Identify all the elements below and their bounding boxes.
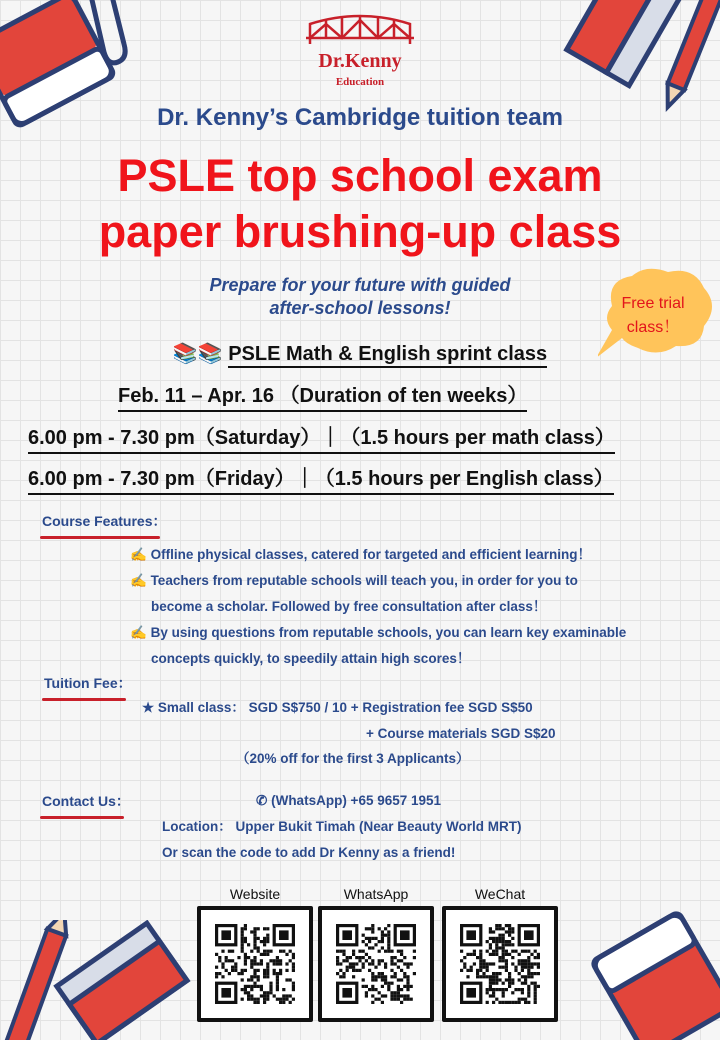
- team-heading: Dr. Kenny’s Cambridge tuition team: [157, 104, 563, 131]
- stationery-decoration-left-bottom: [0, 920, 200, 1040]
- tagline: [150, 274, 570, 320]
- pencil-icon: ✍: [130, 625, 147, 640]
- bridge-logo-icon: [306, 14, 414, 48]
- feature-item-3-line-2: concepts quickly, to speedily attain high scores！: [151, 651, 471, 666]
- feature-item-2-line-2: become a scholar. Followed by free consultation after class！: [151, 599, 547, 614]
- sprint-class-line: [0, 341, 720, 366]
- books-icon: 📚📚: [172, 343, 223, 365]
- qr-label-website: Website: [229, 886, 281, 902]
- feature-item-2: [130, 572, 578, 589]
- tuition-fee-heading: [44, 673, 132, 693]
- qr-code-website[interactable]: [197, 906, 313, 1022]
- feature-item-3-text-line-1: By using questions from reputable schools, you can learn key examinable: [150, 625, 627, 640]
- pencil-icon: ✍: [130, 573, 147, 588]
- fee-line-1: ★ Small class： SGD S$750 / 10 + Registration fee SGD S$50: [142, 700, 533, 715]
- contact-location: Location： Upper Bukit Timah (Near Beauty World MRT): [162, 819, 522, 834]
- stationery-decoration-right-bottom: [590, 900, 720, 1040]
- fee-discount: （20% off for the first 3 Applicants）: [236, 751, 470, 766]
- qr-code-whatsapp[interactable]: [318, 906, 434, 1022]
- free-trial-line-1: Free trial: [621, 295, 685, 312]
- contact-phone[interactable]: [256, 792, 441, 809]
- pencil-icon: ✍: [130, 547, 147, 562]
- logo-name: Dr.Kenny: [318, 50, 402, 72]
- tagline-line-1: Prepare for your future with guided: [209, 275, 511, 295]
- title-line-2: paper brushing-up class: [98, 206, 622, 257]
- course-features-label: Course Features: [42, 513, 153, 529]
- free-trial-line-2: class！: [626, 319, 680, 336]
- contact-phone-text: (WhatsApp) +65 9657 1951: [271, 793, 442, 808]
- contact-label: Contact Us: [42, 793, 116, 809]
- contact-scan-note: Or scan the code to add Dr Kenny as a friend!: [162, 845, 456, 860]
- title-line-1: PSLE top school exam: [117, 150, 603, 201]
- qr-code-wechat[interactable]: [442, 906, 558, 1022]
- saturday-schedule: 6.00 pm - 7.30 pm（Saturday）｜（1.5 hours per math class）: [28, 421, 615, 454]
- qr-label-whatsapp: WhatsApp: [343, 886, 409, 902]
- logo-subtitle: Education: [335, 76, 385, 88]
- feature-item-1-text: Offline physical classes, catered for targeted and efficient learning！: [150, 547, 591, 562]
- course-features-heading: [42, 511, 166, 531]
- tuition-fee-colon: ：: [117, 675, 132, 691]
- tagline-line-2: after-school lessons!: [269, 298, 451, 318]
- contact-heading: [42, 791, 130, 811]
- contact-colon: ：: [115, 793, 130, 809]
- course-dates: Feb. 11 – Apr. 16 （Duration of ten weeks）: [118, 379, 527, 412]
- friday-schedule: 6.00 pm - 7.30 pm（Friday）｜（1.5 hours per English class）: [28, 462, 614, 495]
- free-trial-text: [604, 292, 702, 340]
- fee-line-2: + Course materials SGD S$20: [366, 726, 556, 741]
- qr-label-wechat: WeChat: [474, 886, 526, 902]
- feature-item-2-text-line-1: Teachers from reputable schools will teach you, in order for you to: [146, 573, 578, 588]
- tuition-fee-label: Tuition Fee: [44, 675, 118, 691]
- sprint-class-title: PSLE Math & English sprint class: [228, 343, 547, 368]
- feature-item-3: [130, 624, 626, 641]
- course-features-colon: ：: [152, 513, 167, 529]
- phone-icon: ✆: [256, 793, 268, 808]
- feature-item-1: [130, 546, 591, 563]
